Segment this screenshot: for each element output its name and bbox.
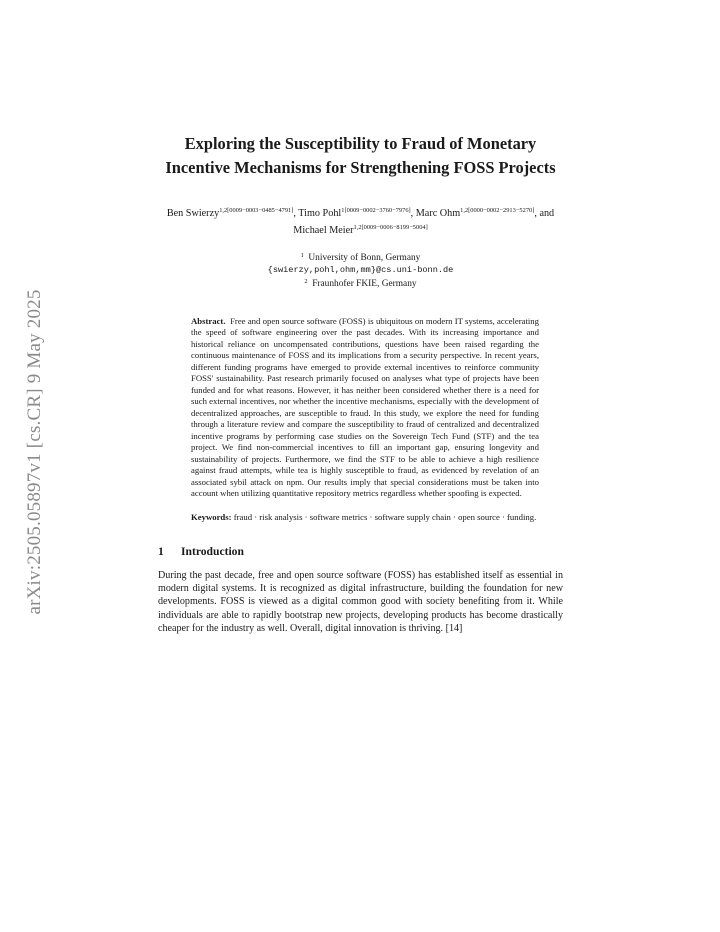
paper-page xyxy=(158,132,563,645)
intro-paragraph: During the past decade, free and open source software (FOSS) has established itself as essential in modern digital systems. It is recognized as digital infrastructure, building the foundation for new developments. FOSS is viewed as a digital common good with society benefiting from it. While individuals are able to rapidly bootstrap new projects, developing products has become drastically cheaper for the industry as well. Overall, digital innovation is thriving. [14] xyxy=(158,570,563,634)
author-marks: 1,2[0009−0006−8199−5004] xyxy=(353,224,428,231)
keywords xyxy=(191,512,539,524)
affiliation-1 xyxy=(158,250,563,265)
affiliation-mark: 2 xyxy=(304,278,308,285)
affiliations xyxy=(158,250,563,291)
affiliation-2 xyxy=(158,276,563,291)
abstract-label: Abstract. xyxy=(191,315,226,326)
author-separator: , xyxy=(293,208,299,219)
author-marks: 1[0009−0002−3760−7976] xyxy=(341,207,411,214)
abstract xyxy=(191,316,539,500)
section-heading xyxy=(158,545,563,559)
author-emails: {swierzy,pohl,ohm,mm}@cs.uni-bonn.de xyxy=(267,264,454,275)
arxiv-identifier: arXiv:2505.05897v1 [cs.CR] 9 May 2025 xyxy=(24,289,45,615)
author-separator: , xyxy=(410,208,416,219)
affiliation-name: Fraunhofer FKIE, Germany xyxy=(312,279,417,289)
arxiv-sidebar xyxy=(20,262,50,642)
paper-title: Exploring the Susceptibility to Fraud of Monetary Incentive Mechanisms for Strengthening FOSS Projects xyxy=(165,134,556,177)
author-list xyxy=(158,204,563,238)
affiliation-mark: 1 xyxy=(300,252,304,259)
section-number: 1 xyxy=(158,545,164,558)
affiliation-name: University of Bonn, Germany xyxy=(308,253,421,263)
keywords-text: fraud · risk analysis · software metrics · software supply chain · open source · funding. xyxy=(233,511,537,522)
author-marks: 1,2[0009−0003−0485−4791] xyxy=(219,207,294,214)
author-name: Marc Ohm xyxy=(415,208,461,219)
abstract-text: Free and open source software (FOSS) is ubiquitous on modern IT systems, accelerating the speed of software engineering over the past decades. With its increasing importance and historical reliance on uncompensated contributions, questions have been raised regarding the continuous maintenance of FOSS and its implications from a security perspective. In recent years, different funding programs have emerged to provide external incentives to reinforce community FOSS' sustainability. Past research primarily focused on analyses what type of projects have been funded and for what reasons. However, it has neither been considered whether there is a need for such external incentives, nor whether the incentive mechanisms, especially with the development of decentralized approaches, are susceptible to fraud. In this study, we explore the need for funding through a literature review and compare the susceptibility to fraud of centralized and decentralized incentive programs by performing case studies on the Sovereign Tech Fund (STF) and the tea project. We find non-commercial incentives to fill an important gap, ensuring longevity and sustainability of projects. Furthermore, we find the STF to be able to achieve a high resilience against fraud attempts, while tea is highly susceptible to fraud, as evidenced by revelation of an associated sybil attack on npm. Our results imply that special considerations must be taken into account when utilizing quantitative repository metrics regardless whether spoofing is expected. xyxy=(191,315,539,498)
author-separator: , and xyxy=(534,208,555,219)
author-name: Timo Pohl xyxy=(298,208,342,219)
author-name: Michael Meier xyxy=(293,225,354,236)
keywords-label: Keywords: xyxy=(191,511,232,522)
author-marks: 1,2[0000−0002−2913−5270] xyxy=(460,207,535,214)
author-name: Ben Swierzy xyxy=(166,208,220,219)
section-title: Introduction xyxy=(181,545,244,558)
